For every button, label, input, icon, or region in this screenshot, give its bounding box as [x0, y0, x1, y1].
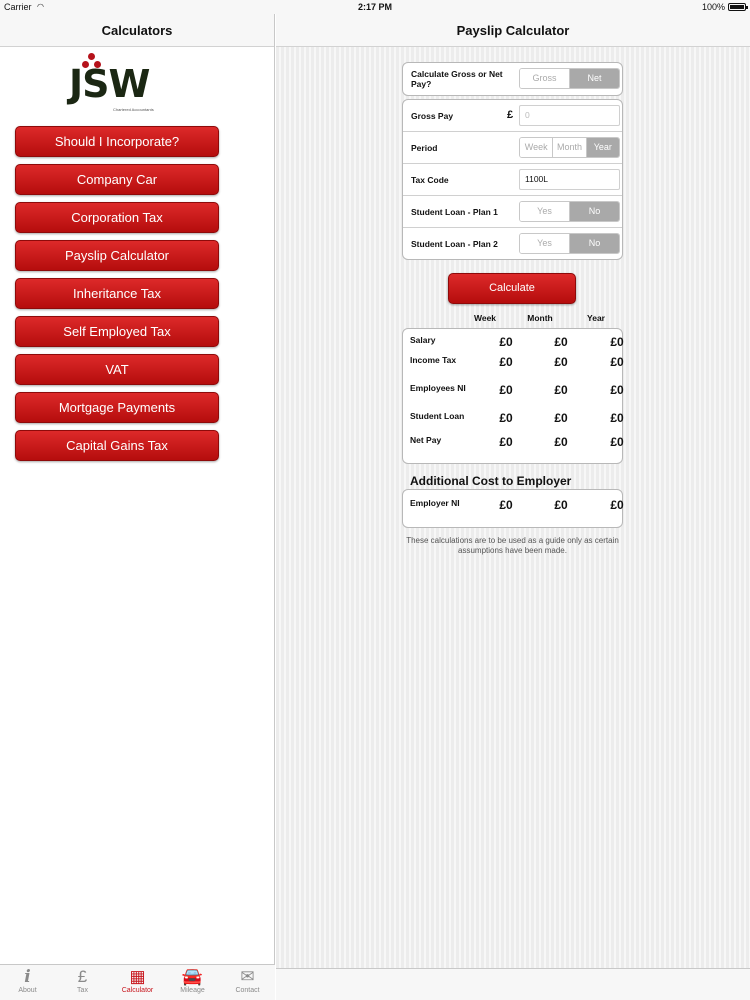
employer-ni-month-value: £0	[554, 498, 568, 512]
tab-mileage[interactable]	[165, 965, 220, 1000]
car-icon: 🚘	[181, 967, 204, 986]
mode-row	[403, 63, 622, 95]
battery-icon	[728, 3, 746, 11]
gross-pay-row	[403, 100, 622, 132]
menu-item-mortgage-payments[interactable]: Mortgage Payments	[15, 392, 219, 423]
month-option[interactable]: Month	[553, 138, 586, 157]
salary-week-value: £0	[499, 335, 513, 349]
sidebar-title: Calculators	[0, 14, 274, 47]
period-toggle[interactable]	[519, 137, 620, 158]
employer-ni-label: Employer NI	[410, 498, 460, 508]
employer-ni-week-value: £0	[499, 498, 513, 512]
menu-item-should-i-incorporate[interactable]: Should I Incorporate?	[15, 126, 219, 157]
income-tax-week-value: £0	[499, 355, 513, 369]
student-loan-label: Student Loan	[410, 411, 465, 421]
income-tax-year-value: £0	[610, 355, 624, 369]
column-header-week: Week	[473, 313, 497, 323]
mode-label: Calculate Gross or Net Pay?	[411, 69, 503, 89]
results-card	[402, 328, 623, 464]
carrier-label: Carrier	[4, 2, 32, 12]
student-loan-1-yes[interactable]: Yes	[520, 202, 570, 221]
salary-year-value: £0	[610, 335, 624, 349]
student-loan-1-row	[403, 196, 622, 228]
calculate-button[interactable]: Calculate	[448, 273, 576, 304]
student-loan-1-toggle[interactable]	[519, 201, 620, 222]
menu-item-corporation-tax[interactable]: Corporation Tax	[15, 202, 219, 233]
net-pay-label: Net Pay	[410, 435, 442, 445]
tab-label: Calculator	[121, 987, 154, 994]
column-header-year: Year	[587, 313, 605, 323]
info-icon: i	[24, 967, 31, 987]
detail-toolbar	[276, 968, 750, 1000]
tab-about[interactable]	[0, 965, 55, 1000]
menu-item-vat[interactable]: VAT	[15, 354, 219, 385]
gross-option[interactable]: Gross	[520, 69, 570, 88]
employees-ni-label: Employees NI	[410, 383, 466, 393]
column-header-month: Month	[527, 313, 553, 323]
logo-subtitle: Chartered Accountants	[113, 107, 154, 112]
student-loan-year-value: £0	[610, 411, 624, 425]
page-title: Payslip Calculator	[276, 14, 750, 47]
jsw-logo	[0, 47, 274, 123]
period-row	[403, 132, 622, 164]
menu-item-capital-gains-tax[interactable]: Capital Gains Tax	[15, 430, 219, 461]
net-pay-year-value: £0	[610, 435, 624, 449]
employer-section-title: Additional Cost to Employer	[410, 474, 572, 488]
battery-indicator	[702, 2, 746, 12]
battery-percent: 100%	[701, 2, 725, 12]
salary-month-value: £0	[554, 335, 568, 349]
menu-item-company-car[interactable]: Company Car	[15, 164, 219, 195]
income-tax-month-value: £0	[554, 355, 568, 369]
tab-contact[interactable]	[220, 965, 275, 1000]
tab-tax[interactable]	[55, 965, 110, 1000]
disclaimer-note: These calculations are to be used as a guide only as certain assumptions have been made.	[406, 536, 619, 555]
income-tax-label: Income Tax	[410, 355, 457, 365]
tab-label: Mileage	[180, 987, 205, 994]
employer-card	[402, 489, 623, 528]
tab-calculator[interactable]	[110, 965, 165, 1000]
net-option[interactable]: Net	[570, 69, 619, 88]
menu-item-payslip-calculator[interactable]: Payslip Calculator	[15, 240, 219, 271]
student-loan-2-no[interactable]: No	[570, 234, 619, 253]
mail-icon: ✉	[240, 967, 255, 986]
student-loan-2-row	[403, 228, 622, 259]
student-loan-2-yes[interactable]: Yes	[520, 234, 570, 253]
currency-symbol: £	[507, 109, 514, 121]
clock: 2:17 PM	[357, 2, 392, 12]
tab-label: Contact	[235, 987, 260, 994]
student-loan-month-value: £0	[554, 411, 568, 425]
tab-label: Tax	[77, 987, 88, 994]
tax-code-row	[403, 164, 622, 196]
status-bar	[0, 0, 750, 14]
employees-ni-month-value: £0	[554, 383, 568, 397]
inputs-card	[402, 99, 623, 260]
tax-code-input[interactable]: 1100L	[519, 169, 620, 190]
tab-label: About	[18, 987, 37, 994]
gross-pay-input[interactable]: 0	[519, 105, 620, 126]
tax-code-label: Tax Code	[411, 175, 449, 185]
net-pay-month-value: £0	[554, 435, 568, 449]
net-pay-week-value: £0	[499, 435, 513, 449]
employees-ni-year-value: £0	[610, 383, 624, 397]
mode-card	[402, 62, 623, 96]
calculator-icon: ▦	[129, 967, 146, 986]
wifi-icon: ◠	[37, 2, 44, 11]
gross-pay-label: Gross Pay	[411, 111, 454, 121]
student-loan-week-value: £0	[499, 411, 513, 425]
year-option[interactable]: Year	[587, 138, 619, 157]
week-option[interactable]: Week	[520, 138, 553, 157]
period-label: Period	[411, 143, 438, 153]
gross-net-toggle[interactable]	[519, 68, 620, 89]
pound-icon: £	[77, 967, 88, 986]
menu-item-inheritance-tax[interactable]: Inheritance Tax	[15, 278, 219, 309]
tab-bar	[0, 964, 275, 1000]
salary-label: Salary	[410, 335, 436, 345]
student-loan-2-label: Student Loan - Plan 2	[411, 239, 498, 249]
student-loan-1-label: Student Loan - Plan 1	[411, 207, 498, 217]
employees-ni-week-value: £0	[499, 383, 513, 397]
employer-ni-year-value: £0	[610, 498, 624, 512]
student-loan-2-toggle[interactable]	[519, 233, 620, 254]
calculators-sidebar	[0, 14, 275, 964]
logo-wordmark: JSW	[69, 62, 150, 106]
payslip-panel	[276, 14, 750, 968]
student-loan-1-no[interactable]: No	[570, 202, 619, 221]
menu-item-self-employed-tax[interactable]: Self Employed Tax	[15, 316, 219, 347]
